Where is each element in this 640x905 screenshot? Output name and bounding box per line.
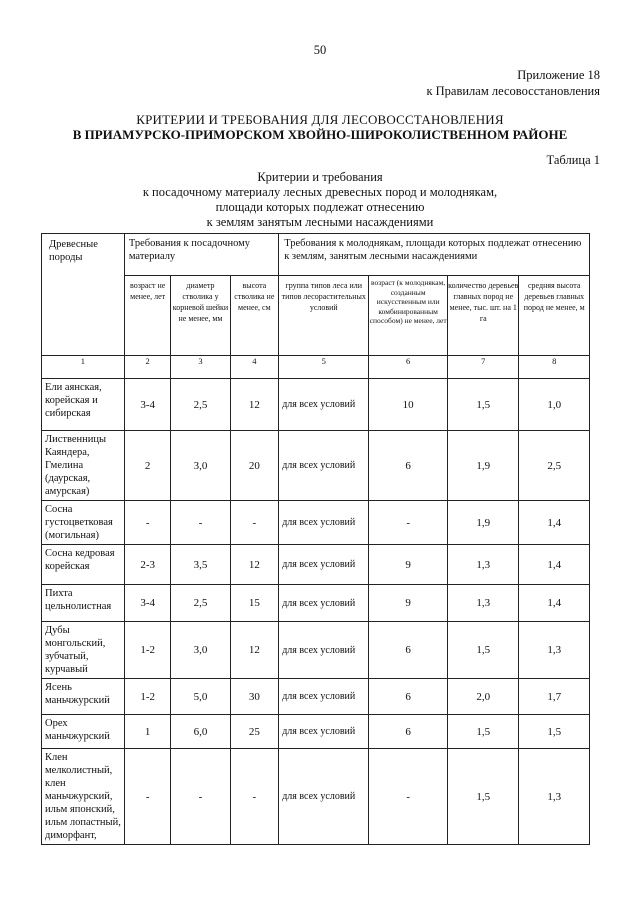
avg-height-cell: 1,0 [519, 379, 590, 431]
tree-count-cell: 1,5 [448, 715, 519, 749]
height-cell: 30 [230, 679, 279, 715]
diameter-cell: 2,5 [171, 379, 230, 431]
young-age-cell: 6 [369, 622, 448, 679]
species-cell: Сосна кедровая корейская [42, 545, 125, 585]
document-title [0, 112, 640, 142]
diameter-cell: - [171, 749, 230, 845]
young-age-cell: 6 [369, 431, 448, 501]
tree-count-cell: 2,0 [448, 679, 519, 715]
table-row [42, 749, 590, 845]
page-number: 50 [313, 43, 327, 57]
height-cell: - [230, 749, 279, 845]
subheader-tree-count: количество деревьев главных пород не менее, тыс. шт. на 1 га [448, 276, 519, 356]
young-age-cell: 9 [369, 545, 448, 585]
table-label: Таблица 1 [546, 153, 600, 167]
height-cell: 12 [230, 545, 279, 585]
diameter-cell: 3,0 [171, 622, 230, 679]
avg-height-cell: 1,4 [519, 501, 590, 545]
diameter-cell: 6,0 [171, 715, 230, 749]
species-cell: Лиственницы Каяндера, Гмелина (даурская, амурская) [42, 431, 125, 501]
column-number: 6 [369, 356, 448, 379]
height-cell: 20 [230, 431, 279, 501]
age-cell: 1-2 [124, 622, 171, 679]
column-number: 2 [124, 356, 171, 379]
age-cell: - [124, 501, 171, 545]
table-row [42, 715, 590, 749]
avg-height-cell: 1,3 [519, 749, 590, 845]
age-cell: 3-4 [124, 379, 171, 431]
table-row [42, 431, 590, 501]
avg-height-cell: 2,5 [519, 431, 590, 501]
column-number-row [42, 356, 590, 379]
tree-count-cell: 1,5 [448, 379, 519, 431]
diameter-cell: 2,5 [171, 585, 230, 622]
diameter-cell: 3,5 [171, 545, 230, 585]
age-cell: 1-2 [124, 679, 171, 715]
header-planting-material: Требования к посадочному материалу [124, 234, 278, 276]
forest-type-cell: для всех условий [279, 679, 369, 715]
age-cell: - [124, 749, 171, 845]
column-number: 1 [42, 356, 125, 379]
young-age-cell: - [369, 749, 448, 845]
age-cell: 2-3 [124, 545, 171, 585]
avg-height-cell: 1,5 [519, 715, 590, 749]
young-age-cell: 9 [369, 585, 448, 622]
height-cell: 25 [230, 715, 279, 749]
subtitle-line-2: к посадочному материалу лесных древесных пород и молоднякам, [142, 185, 498, 199]
subheader-height: высота стволика не менее, см [230, 276, 279, 356]
header-species: Древесные породы [42, 234, 125, 356]
forest-type-cell: для всех условий [279, 501, 369, 545]
tree-count-cell: 1,5 [448, 622, 519, 679]
subtitle-line-1: Критерии и требования [257, 170, 383, 184]
avg-height-cell: 1,3 [519, 622, 590, 679]
species-cell: Сосна густоцветковая (могильная) [42, 501, 125, 545]
species-cell: Орех маньчжурский [42, 715, 125, 749]
forest-type-cell: для всех условий [279, 622, 369, 679]
header-row [42, 234, 590, 276]
tree-count-cell: 1,9 [448, 501, 519, 545]
forest-type-cell: для всех условий [279, 585, 369, 622]
height-cell: - [230, 501, 279, 545]
forest-type-cell: для всех условий [279, 431, 369, 501]
table-row [42, 585, 590, 622]
subheader-age: возраст не менее, лет [124, 276, 171, 356]
species-cell: Клен мелколистный, клен маньчжурский, ильм японский, ильм лопастный, диморфант, [42, 749, 125, 845]
table-subtitle [0, 170, 640, 230]
forest-type-cell: для всех условий [279, 749, 369, 845]
tree-count-cell: 1,3 [448, 545, 519, 585]
title-line-1: КРИТЕРИИ И ТРЕБОВАНИЯ ДЛЯ ЛЕСОВОССТАНОВЛЕНИЯ [136, 112, 504, 127]
age-cell: 2 [124, 431, 171, 501]
column-number: 8 [519, 356, 590, 379]
diameter-cell: - [171, 501, 230, 545]
column-number: 5 [279, 356, 369, 379]
subheader-diameter: диаметр стволика у корневой шейки не менее, мм [171, 276, 230, 356]
subtitle-line-3: площади которых подлежат отнесению [215, 200, 425, 214]
species-cell: Пихта цельнолистная [42, 585, 125, 622]
column-number: 4 [230, 356, 279, 379]
tree-count-cell: 1,3 [448, 585, 519, 622]
tree-count-cell: 1,5 [448, 749, 519, 845]
forest-type-cell: для всех условий [279, 545, 369, 585]
appendix-line-2: к Правилам лесовосстановления [426, 84, 600, 98]
height-cell: 12 [230, 379, 279, 431]
subheader-young-age: возраст (к молоднякам, созданным искусственным или комбинированным способом) не менее, лет [369, 276, 448, 356]
title-line-2: В ПРИАМУРСКО-ПРИМОРСКОМ ХВОЙНО-ШИРОКОЛИСТВЕННОМ РАЙОНЕ [72, 127, 568, 142]
subheader-forest-type: группа типов леса или типов лесорастительных условий [279, 276, 369, 356]
diameter-cell: 5,0 [171, 679, 230, 715]
table-row [42, 545, 590, 585]
species-cell: Ели аянская, корейская и сибирская [42, 379, 125, 431]
height-cell: 12 [230, 622, 279, 679]
criteria-table [41, 233, 590, 845]
tree-count-cell: 1,9 [448, 431, 519, 501]
appendix-line-1: Приложение 18 [517, 68, 600, 82]
table-row [42, 379, 590, 431]
age-cell: 1 [124, 715, 171, 749]
forest-type-cell: для всех условий [279, 715, 369, 749]
column-number: 7 [448, 356, 519, 379]
forest-type-cell: для всех условий [279, 379, 369, 431]
subheader-row [42, 276, 590, 356]
young-age-cell: 6 [369, 715, 448, 749]
young-age-cell: - [369, 501, 448, 545]
young-age-cell: 6 [369, 679, 448, 715]
header-young-stands: Требования к молоднякам, площади которых подлежат отнесению к землям, занятым лесными насаждениями [279, 234, 590, 276]
height-cell: 15 [230, 585, 279, 622]
avg-height-cell: 1,4 [519, 585, 590, 622]
diameter-cell: 3,0 [171, 431, 230, 501]
table-row [42, 679, 590, 715]
young-age-cell: 10 [369, 379, 448, 431]
table-row [42, 501, 590, 545]
table-body [42, 379, 590, 845]
species-cell: Дубы монгольский, зубчатый, курчавый [42, 622, 125, 679]
appendix-reference [426, 67, 600, 99]
subtitle-line-4: к землям занятым лесными насаждениями [206, 215, 434, 229]
avg-height-cell: 1,4 [519, 545, 590, 585]
table-row [42, 622, 590, 679]
avg-height-cell: 1,7 [519, 679, 590, 715]
species-cell: Ясень маньчжурский [42, 679, 125, 715]
column-number: 3 [171, 356, 230, 379]
subheader-avg-height: средняя высота деревьев главных пород не менее, м [519, 276, 590, 356]
age-cell: 3-4 [124, 585, 171, 622]
